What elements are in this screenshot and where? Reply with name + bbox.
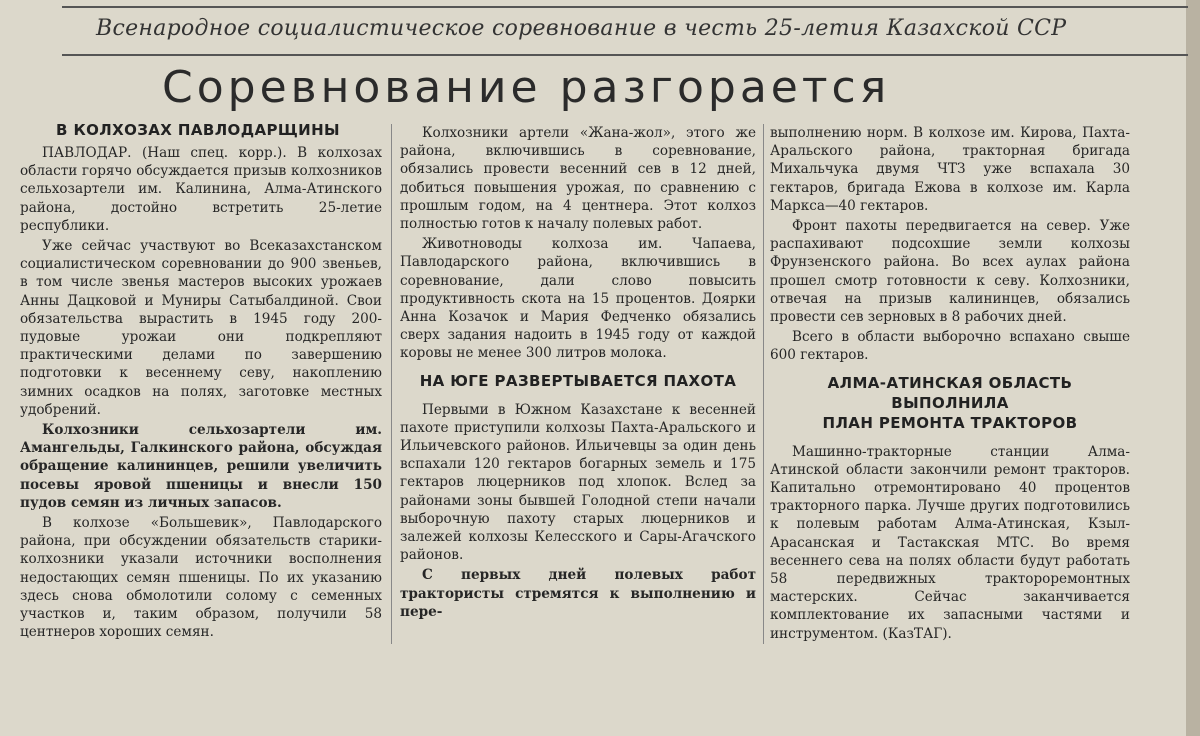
page-headline: Соревнование разгорается (162, 62, 891, 113)
column-divider (763, 124, 764, 644)
article-paragraph: Уже сейчас участвуют во Всеказахстанском социалистическом соревновании до 900 звеньев, в том числе звенья мастеров высоких урожаев Анны Дацковой и Муниры Сатыбалдиной. Свои обязательства вырастить в 1945 году 200-пудовые урожаи они подкрепляют практическими делами по завершению подготовки к весеннему севу, накоплению зимних осадков на полях, заготовке местных удобрений. (20, 238, 382, 418)
article-paragraph: Животноводы колхоза им. Чапаева, Павлодарского района, включившись в соревнование, дали слово повысить продуктивность скота на 15 процентов. Доярки Анна Козачок и Мария Федченко обязались сверх задания надоить в 1945 году от каждой коровы не менее 300 литров молока. (400, 236, 756, 362)
article-paragraph: Машинно-тракторные станции Алма-Атинской области закончили ремонт тракторов. Капитально отремонтировано 40 процентов тракторного парка. Лучше других подготовились к полевым работам Алма-Атинская, Кзыл-Арасанская и Тастакская МТС. Во время весеннего сева на полях области будут работать 58 передвижных тракторoремонтных мастерских. Сейчас заканчивается комплектование их запасными частями и инструментом. (КазТАГ). (770, 443, 1130, 642)
article-paragraph: ПАВЛОДАР. (Наш спец. корр.). В колхозах области горячо обсуждается призыв колхозников сельхозартели им. Калинина, Алма-Атинского района, достойно встретить 25-летие республики. (20, 145, 382, 234)
article-subhead: В КОЛХОЗАХ ПАВЛОДАРЩИНЫ (56, 121, 340, 139)
article-paragraph: С первых дней полевых работ трактористы стремятся к выполнению и пере- (400, 567, 756, 620)
article-paragraph: Колхозники сельхозартели им. Амангельды, Галкинского района, обсуждая обращение калининцев, решили увеличить посевы яровой пшеницы и внесли 150 пудов семян из личных запасов. (20, 422, 382, 511)
section-header (62, 6, 1188, 56)
article-paragraph: Колхозники артели «Жана-жол», этого же района, включившись в соревнование, обязались провести весенний сев в 12 дней, добиться повышения урожая, по сравнению с прошлым годом, на 4 центнера. Этот колхоз полностью готов к началу полевых работ. (400, 125, 756, 233)
article-paragraph: Всего в области выборочно вспахано свыше 600 гектаров. (770, 329, 1130, 364)
header-title: Всенародное социалистическое соревнование в честь 25-летия Казахской ССР (96, 16, 1067, 41)
article-column-3 (770, 124, 1130, 643)
article-subhead-line-1: АЛМА-АТИНСКАЯ ОБЛАСТЬ ВЫПОЛНИЛА (827, 373, 1073, 412)
article-column-2 (400, 124, 756, 621)
column-divider (391, 124, 392, 644)
page-edge (1186, 0, 1200, 736)
article-paragraph: В колхозе «Большевик», Павлодарского района, при обсуждении обязательств старики-колхозники указали источники восполнения недостающих семян пшеницы. По их указанию здесь снова обмолотили солому с семенных участков и, таким образом, получили 58 центнеров хороших семян. (20, 515, 382, 641)
article-paragraph: Фронт пахоты передвигается на север. Уже распахивают подсохшие земли колхозы Фрунзенского района. Во всех аулах района прошел смотр готовности к севу. Колхозники, отвечая на призыв калининцев, обязались провести сев зерновых в 8 рабочих дней. (770, 218, 1130, 326)
article-paragraph: Первыми в Южном Казахстане к весенней пахоте приступили колхозы Пахта-Аральского и Ильичевского районов. Ильичевцы за один день вспахали 120 гектаров богарных земель и 175 гектаров люцерников под хлопок. Вслед за районами зоны бывшей Голодной степи начали выборочную пахоту старых люцерников и залежей колхозы Келесского и Сары-Агачского районов. (400, 401, 756, 564)
article-column-1 (20, 118, 382, 641)
article-subhead-line-2: ПЛАН РЕМОНТА ТРАКТОРОВ (822, 413, 1078, 432)
article-paragraph: выполнению норм. В колхозе им. Кирова, Пахта-Аральского района, тракторная бригада Михальчука двумя ЧТЗ уже вспахала 30 гектаров, бригада Ежова в колхозе им. Карла Маркса—40 гектаров. (770, 125, 1130, 214)
article-subhead: НА ЮГЕ РАЗВЕРТЫВАЕТСЯ ПАХОТА (419, 371, 737, 390)
